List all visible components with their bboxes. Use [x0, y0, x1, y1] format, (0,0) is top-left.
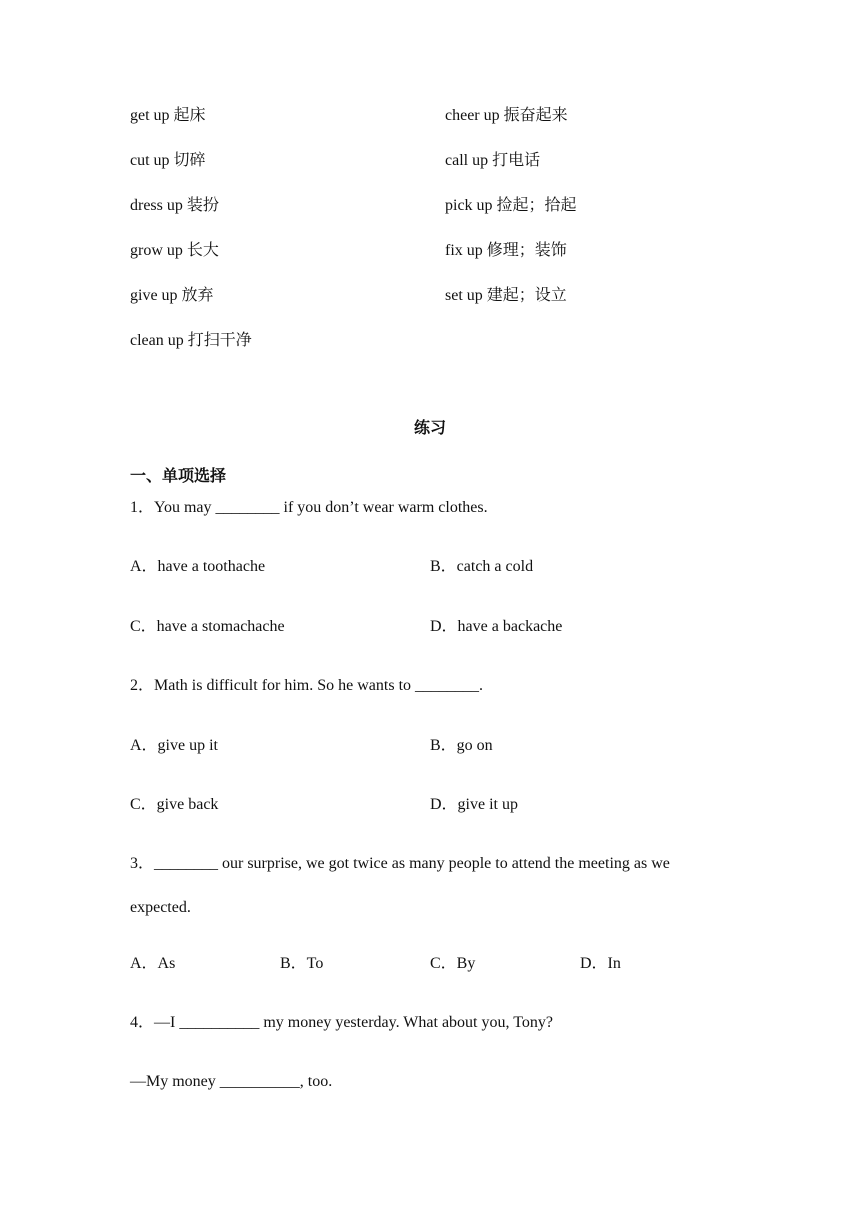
vocab-item: cut up 切碎: [130, 152, 206, 169]
question-stem: 1．You may ________ if you don’t wear warm clothes.: [130, 499, 488, 516]
option-d: D．In: [580, 955, 621, 972]
option-d: D．have a backache: [430, 618, 563, 635]
vocab-item: get up 起床: [130, 107, 206, 124]
question-stem: 3．________ our surprise, we got twice as many people to attend the meeting as we: [130, 855, 670, 872]
practice-title: 练习: [413, 418, 446, 437]
option-b: B．To: [280, 955, 324, 972]
vocab-item: call up 打电话: [445, 152, 541, 169]
option-a: A．have a toothache: [130, 558, 266, 575]
question-stem-continued: —My money __________, too.: [130, 1073, 333, 1090]
vocab-item: pick up 捡起；拾起: [445, 197, 577, 214]
option-d: D．give it up: [430, 796, 518, 813]
vocab-item: clean up 打扫干净: [130, 332, 252, 349]
section-heading: 一、单项选择: [130, 466, 227, 485]
question-stem: 2．Math is difficult for him. So he wants to ________.: [130, 677, 484, 694]
vocab-item: grow up 长大: [130, 242, 219, 259]
option-a: A．give up it: [130, 737, 218, 754]
option-c: C．have a stomachache: [130, 618, 285, 635]
question-stem-continued: expected.: [130, 899, 191, 916]
vocab-item: cheer up 振奋起来: [445, 107, 568, 124]
option-c: C．By: [430, 955, 476, 972]
option-a: A．As: [130, 955, 176, 972]
option-b: B．go on: [430, 737, 493, 754]
vocab-item: set up 建起；设立: [445, 287, 567, 304]
question-stem: 4．—I __________ my money yesterday. What about you, Tony?: [130, 1014, 553, 1031]
option-c: C．give back: [130, 796, 219, 813]
vocab-item: give up 放弃: [130, 287, 214, 304]
vocab-item: dress up 装扮: [130, 197, 219, 214]
option-b: B．catch a cold: [430, 558, 534, 575]
vocab-item: fix up 修理；装饰: [445, 242, 567, 259]
